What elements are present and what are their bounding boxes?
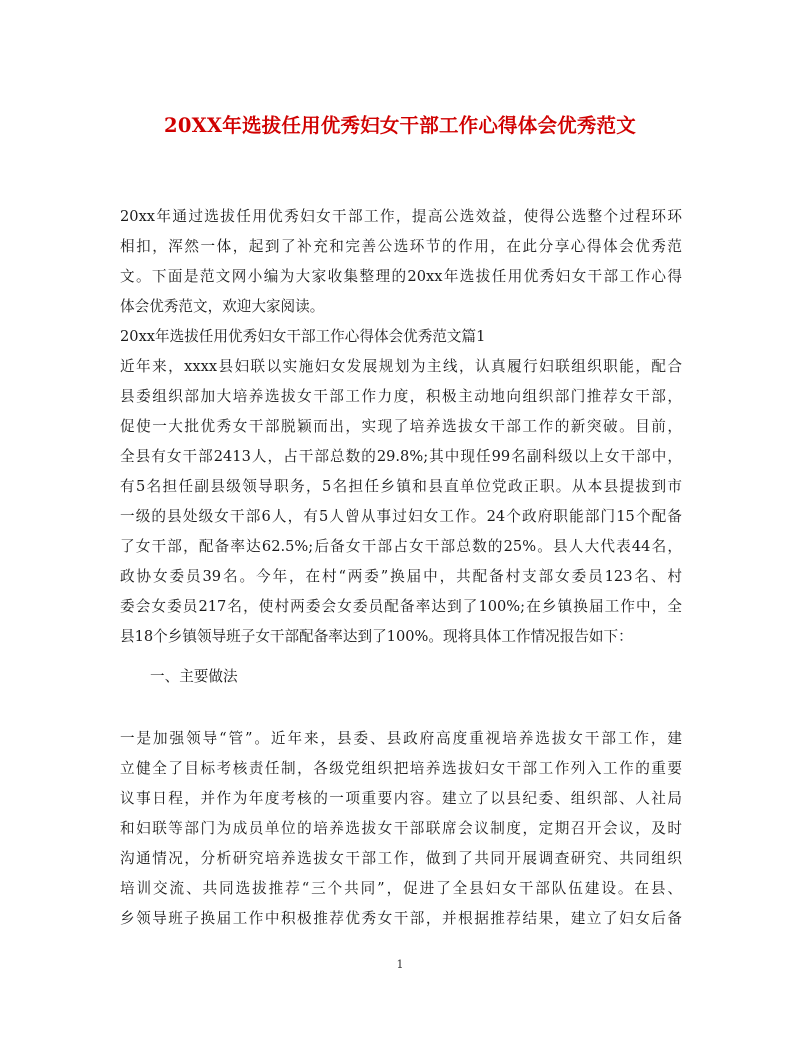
intro-paragraph: [120, 202, 682, 322]
paragraph-line: 全县有女干部2413人，占干部总数的29.8%;其中现任99名副科级以上女干部中，: [120, 448, 682, 465]
intro-line: 体会优秀范文，欢迎大家阅读。: [120, 298, 325, 315]
paragraph-line: 一是加强领导“管”。近年来，县委、县政府高度重视培养选拔女干部工作，建: [120, 730, 682, 747]
paragraph-line: 有5名担任副县级领导职务，5名担任乡镇和县直单位党政正职。从本县提拔到市: [120, 478, 682, 495]
document-title: 20XX年选拔任用优秀妇女干部工作心得体会优秀范文: [164, 114, 636, 137]
paragraph-line: 乡领导班子换届工作中积极推荐优秀女干部，并根据推荐结果，建立了妇女后备: [120, 910, 682, 927]
section-subtitle: 20xx年选拔任用优秀妇女干部工作心得体会优秀范文篇1: [120, 328, 486, 345]
body-paragraph-1: [120, 352, 682, 652]
paragraph-line: 和妇联等部门为成员单位的培养选拔女干部联席会议制度，定期召开会议，及时: [120, 820, 682, 837]
page-number: 1: [396, 958, 404, 971]
paragraph-line: 县18个乡镇领导班子女干部配备率达到了100%。现将具体工作情况报告如下：: [120, 628, 633, 645]
section-heading: 一、主要做法: [150, 668, 238, 685]
section-subtitle-block: [120, 322, 682, 352]
paragraph-line: 立健全了目标考核责任制，各级党组织把培养选拔妇女干部工作列入工作的重要: [120, 760, 682, 777]
section-heading-block: [120, 662, 682, 692]
paragraph-line: 议事日程，并作为年度考核的一项重要内容。建立了以县纪委、组织部、人社局: [120, 790, 682, 807]
paragraph-line: 委会女委员217名，使村两委会女委员配备率达到了100%;在乡镇换届工作中，全: [120, 598, 682, 615]
intro-line: 相扣，浑然一体，起到了补充和完善公选环节的作用，在此分享心得体会优秀范: [120, 238, 682, 255]
intro-line: 文。下面是范文网小编为大家收集整理的20xx年选拔任用优秀妇女干部工作心得: [120, 268, 682, 285]
paragraph-line: 一级的县处级女干部6人，有5人曾从事过妇女工作。24个政府职能部门15个配备: [120, 508, 682, 525]
paragraph-line: 近年来，xxxx县妇联以实施妇女发展规划为主线，认真履行妇联组织职能，配合: [120, 358, 682, 375]
paragraph-line: 促使一大批优秀女干部脱颖而出，实现了培养选拔女干部工作的新突破。目前，: [120, 418, 682, 435]
paragraph-line: 了女干部，配备率达62.5%;后备女干部占女干部总数的25%。县人大代表44名，: [120, 538, 682, 555]
body-paragraph-2: [120, 724, 682, 934]
paragraph-line: 培训交流、共同选拔推荐“三个共同”，促进了全县妇女干部队伍建设。在县、: [120, 880, 682, 897]
intro-line: 20xx年通过选拔任用优秀妇女干部工作，提高公选效益，使得公选整个过程环环: [120, 208, 682, 225]
paragraph-line: 政协女委员39名。今年，在村“两委”换届中，共配备村支部女委员123名、村: [120, 568, 682, 585]
paragraph-line: 沟通情况，分析研究培养选拔女干部工作，做到了共同开展调查研究、共同组织: [120, 850, 682, 867]
paragraph-line: 县委组织部加大培养选拔女干部工作力度，积极主动地向组织部门推荐女干部，: [120, 388, 682, 405]
